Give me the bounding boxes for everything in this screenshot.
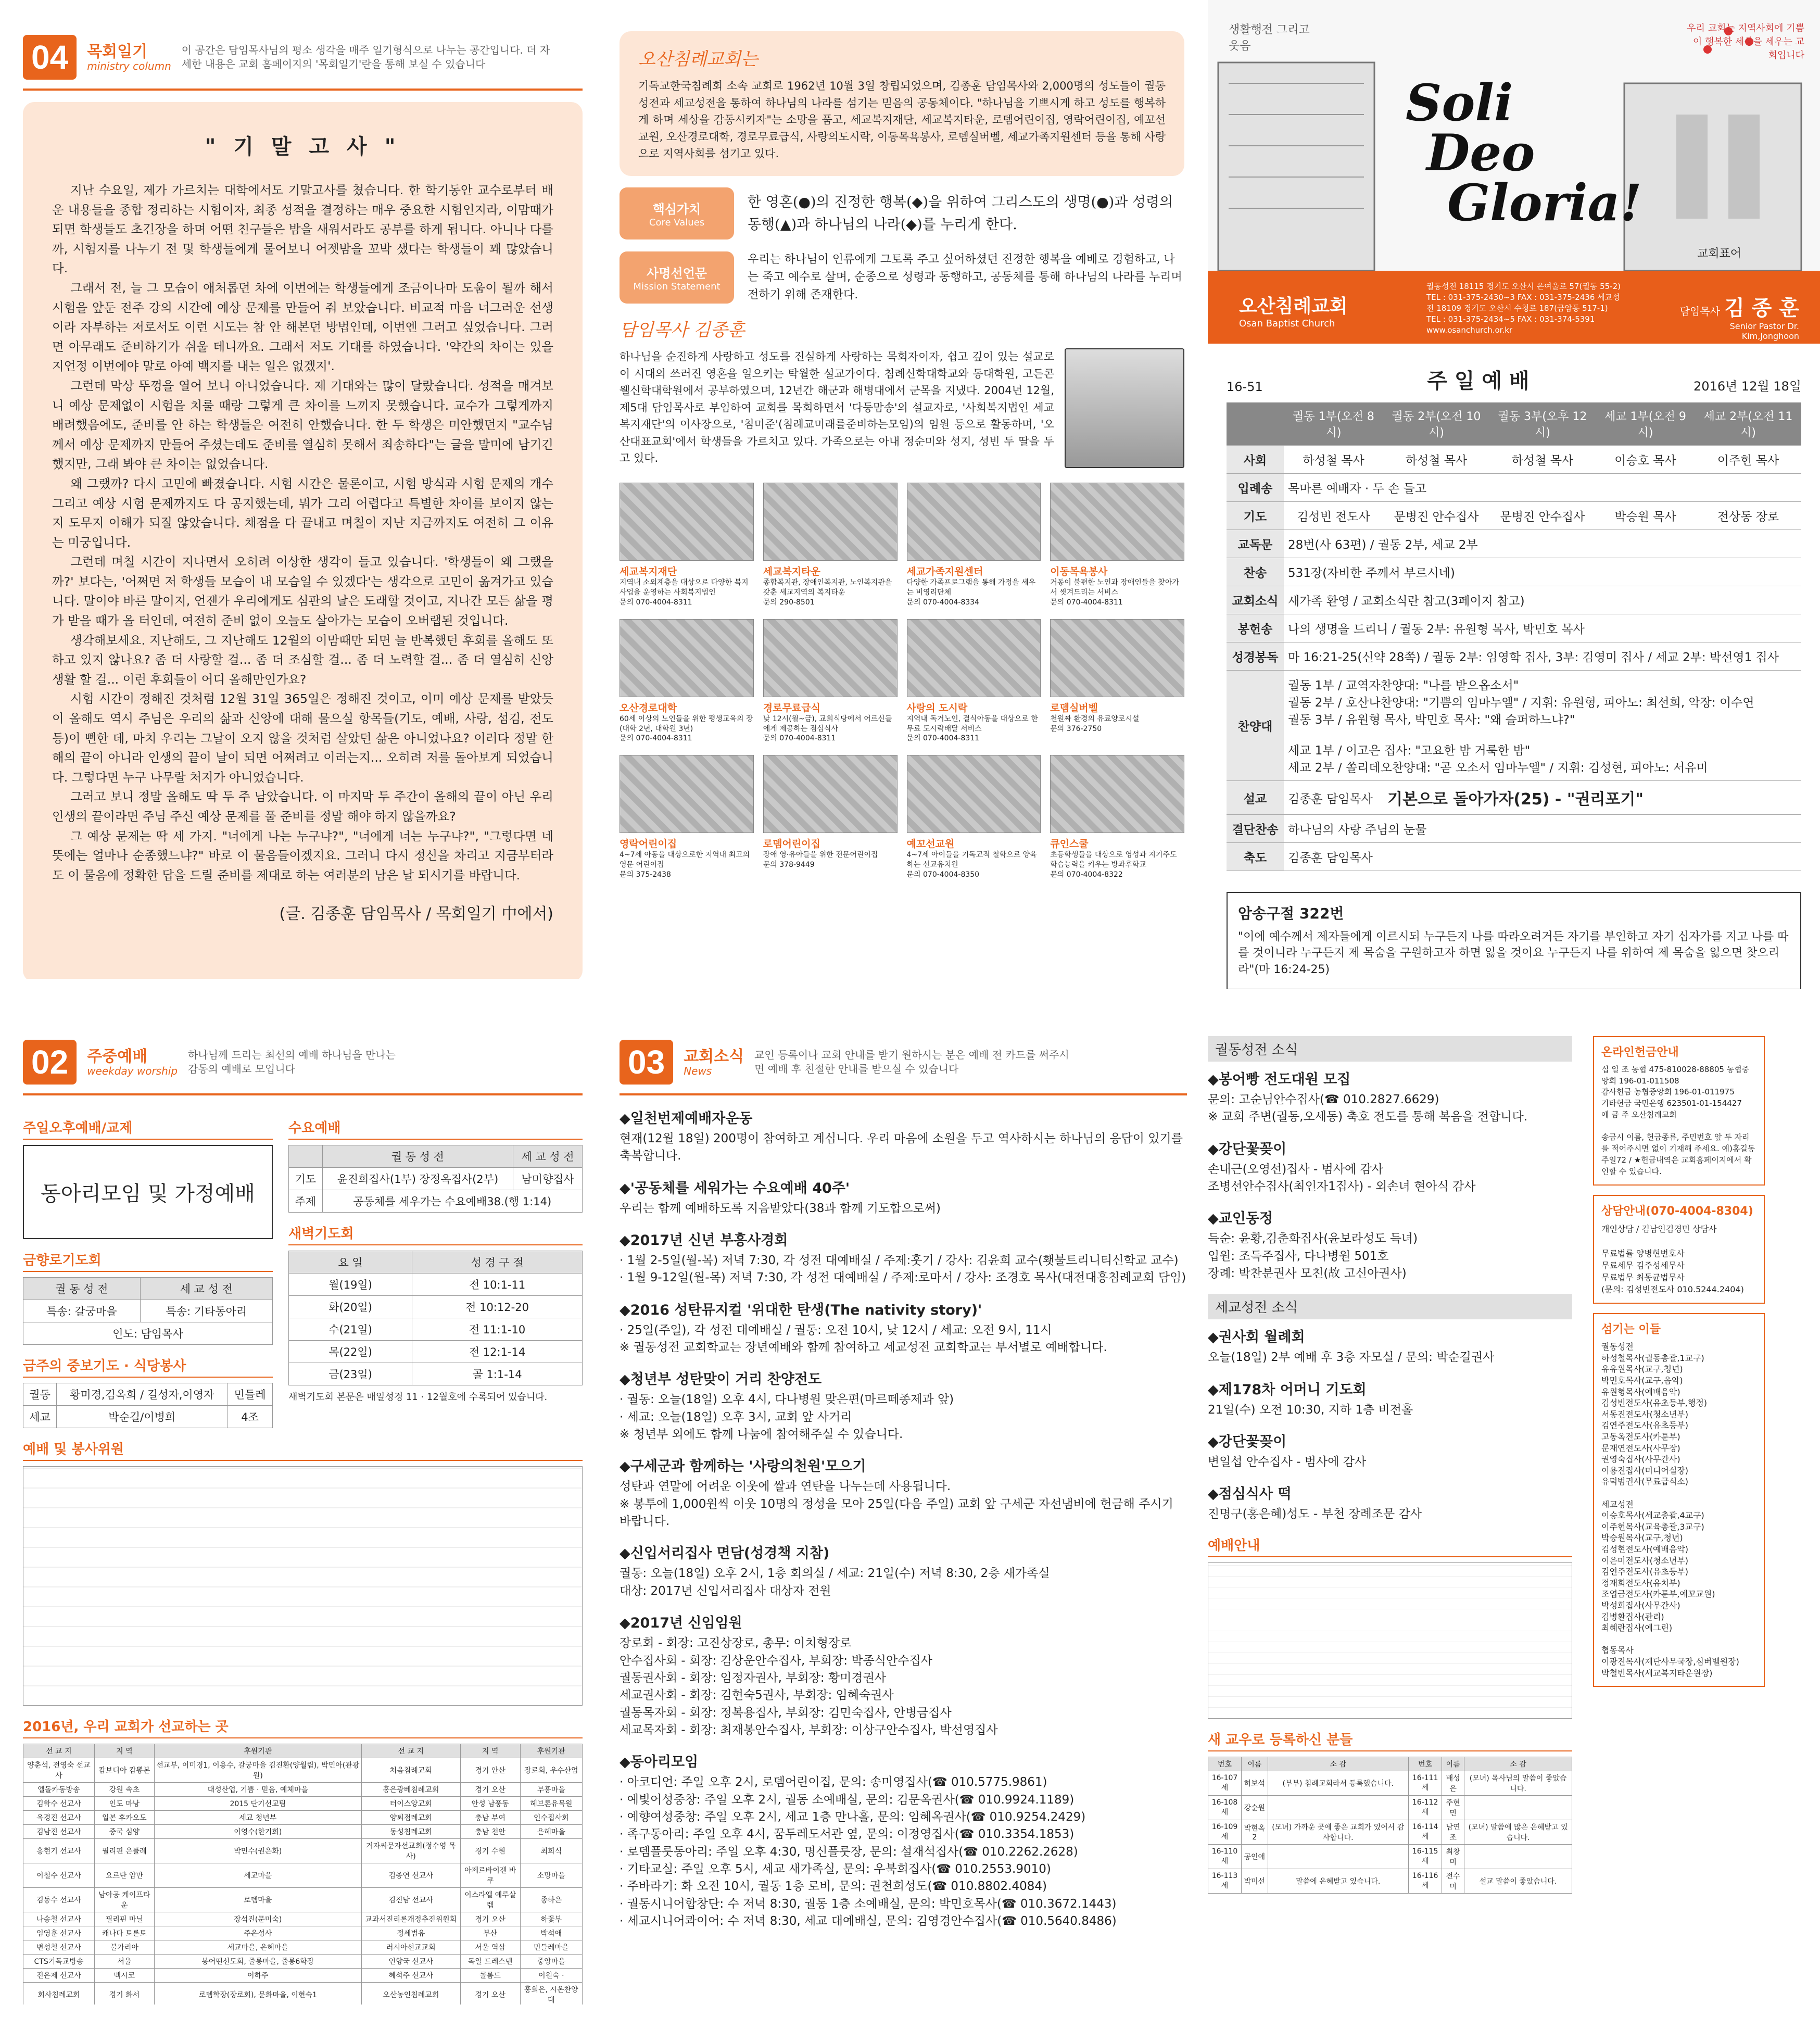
news-title: ◆'공동체를 세워가는 수요예배 40주' xyxy=(620,1180,850,1196)
table-row: 16-107세 허보석 (부부) 침례교회라서 등록했습니다. 16-111세 배성은 (모녀) 목사님의 말씀이 좋았습니다. xyxy=(1208,1771,1572,1795)
paragraph: 그래서 전, 늘 그 모습이 애처롭던 차에 이번에는 학생들에게 조금이나마 도움이 될까 해서 시험을 앞둔 전주 강의 시간에 예상 문제를 만들어 줘 보았습니다. 비교적 마음 너그러운 선생이라 자부하는 저로서도 이런 시도는 참 안 해본던 방법인데, 이번엔 그러고 싶었습니다. 그러면 아무래도 준비하기가 쉬울 테니까요. 그래서 저도 기대를 하였습니다. '약간의 차이는 있을지언정 이번에야 말로 아예 백지를 내는 일은 없겠지'. xyxy=(52,280,553,374)
schedule-table-placeholder xyxy=(1208,1562,1572,1719)
dawn-prayer-table: 요 일 성 경 구 절 월(19일) 전 10:1-11 화(20일) 전 10:12-20 수(21일) 전 11:1-10 목(22일) 전 12:1-14 금(23일) 골 1:1-14 xyxy=(288,1251,583,1385)
column-body xyxy=(52,181,553,885)
news-item xyxy=(1208,1378,1572,1419)
news-title: ◆2017년 신년 부흥사경회 xyxy=(620,1232,788,1249)
news-title: ◆2017년 신임임원 xyxy=(620,1615,742,1632)
news-body: 손내근(오영선)집사 - 범사에 감사 조병선안수집사(최인자1집사) - 외손녀 현아식 감사 xyxy=(1208,1162,1476,1194)
church-name: 오산침례교회 xyxy=(1239,296,1348,317)
worship-row xyxy=(1227,614,1801,642)
row-value: 하나님의 사랑 주님의 눈물 xyxy=(1284,815,1801,843)
online-offering-box: 온라인헌금안내 십 일 조 농협 475-810028-88805 농협중앙회 196-01-011508 감사헌금 농협중앙회 196-01-011975 기타헌금 국민은행 623501-01-154427 예 금 주 오산침례교회 송금시 이름, 헌금종류, 주민번호 앞 두 자리를 적어주시면 없이 기재해 주세요. 예)홍길동주일72 / ★헌금내역은 교회홈페이지에서 확인할 수 있습니다. xyxy=(1593,1036,1765,1186)
pastor-title: 담임목사 김종훈 xyxy=(620,320,745,341)
divider xyxy=(620,1093,1187,1095)
worship-table xyxy=(1227,402,1801,871)
news-list xyxy=(620,1107,1187,1930)
paragraph: 지난 수요일, 제가 가르치는 대학에서도 기말고사를 쳤습니다. 한 학기동안 교수로부터 배운 내용들을 종합 정리하는 시험이자, 최종 성적을 결정하는 매우 중요한 시험인지라, 이맘때가 되면 학생들도 초긴장을 하며 어떤 친구들은 밤을 새워서라도 공부를 하게 됩니다. 아니나 다를까, 시험지를 나누기 전 몇 학생들에게 물어보니 어젯밤을 꼬박 샜다는 학생들이 꽤 많았습니다. xyxy=(52,183,553,276)
news-secondary xyxy=(1208,1036,1572,1942)
ministry-card xyxy=(1050,619,1184,744)
row-value: 하성철 목사 xyxy=(1489,446,1596,474)
friday-prayer-header: 금향로기도회 xyxy=(23,1250,273,1272)
section-header xyxy=(620,1036,1187,1088)
row-label: 설교 xyxy=(1227,781,1284,815)
counsel-box: 상담안내(070-4004-8304) 개인상담 / 김남인김경민 상담사 무료법률 양병현변호사 무료세무 김주성세무사 무료법무 최동균법무사 (문의: 김성빈전도사 010.5244.2404) xyxy=(1593,1195,1765,1304)
ministry-phone: 문의 378-9449 xyxy=(763,861,815,869)
news-body: · 궐동: 오늘(18일) 오후 4시, 다나병원 맞은편(마르떼종제과 앞) · 세교: 오늘(18일) 오후 3시, 교회 앞 사거리 ※ 청년부 외에도 함께 나눔에 참여해주실 수 있습니다. xyxy=(620,1393,954,1442)
table-row: 옥경진 선교사 일본 후카오도 세교 청년부 양퇴점례교회 충남 부여 인수집사회 xyxy=(23,1811,583,1825)
paragraph: 생각해보세요. 지난해도, 그 지난해도 12월의 이맘때만 되면 늘 반복했던 후회를 올해도 또 하고 있지 않나요? 좀 더 사랑할 걸... 좀 더 조심할 걸... 좀 더 노력할 걸... 좀 더 열심히 신앙생활 할 걸... 이런 후회들이 어디 올해만인가요? xyxy=(52,633,553,687)
pastor-text: 하나님을 순진하게 사랑하고 성도를 진실하게 사랑하는 목회자이자, 쉽고 깊이 있는 설교로 이 시대의 쓰러진 영혼을 일으키는 탁월한 설교가이다. 침례신학대학교와 동대학원, 고든콘웰신학대학원에서 공부하였으며, 12년간 해군과 해병대에서 군목을 지냈다. 2004년 12월, 제5대 담임목사로 부임하여 교회를 목회하면서 '다둥맘송'의 설교자로, '사회복지법인 세교복지재단'의 이사장으로, '침미준'(침례교미래를준비하는모임)의 임원 등으로 활동하며, '오산대표교회'에서 학생들을 가르치고 있다. 가족으로는 아내 정순미와 성지, 성빈 두 딸을 두고 있다. xyxy=(620,350,1054,465)
ministry-desc: 천원짜 환경의 유료양로시설 xyxy=(1050,714,1140,723)
row-value: 나의 생명을 드리니 / 궐동 2부: 유원형 목사, 박민호 목사 xyxy=(1284,614,1801,642)
column-header: 궐동 1부(오전 8시) xyxy=(1284,402,1383,446)
worship-row xyxy=(1227,558,1801,586)
ministry-photo xyxy=(907,483,1041,561)
ministry-photo xyxy=(763,483,898,561)
paragraph: 그러고 보니 정말 올해도 딱 두 주 남았습니다. 이 마지막 두 주간이 올해의 끝이 아닌 우리 인생의 끝이라면 주님 주신 예상 문제를 풀 준비를 정말 해야 하지 않을까요? xyxy=(52,789,553,824)
news-title: ◆동아리모임 xyxy=(620,1754,699,1771)
ministry-phone: 문의 070-4004-8311 xyxy=(1050,598,1123,607)
ministry-name: 로뎀실버벨 xyxy=(1050,702,1098,714)
weekday-top xyxy=(23,1107,583,1428)
gwol-news-list xyxy=(1208,1068,1572,1282)
news-main xyxy=(620,1036,1187,1942)
divider xyxy=(23,89,583,91)
ministry-phone: 문의 375-2438 xyxy=(620,871,671,879)
church-name-en: Osan Baptist Church xyxy=(1239,318,1335,329)
worship-row xyxy=(1227,446,1801,474)
paragraph: 왜 그랬까? 다시 고민에 빠졌습니다. 시험 시간은 물론이고, 시험 방식과 시험 문제의 개수 그리고 예상 시험 문제까지도 다 공지했는데, 뭐가 그리 어렵다고 특별한 차이를 보이지 않는 지 도무지 이해가 되질 않았습니다. 채점을 다 끝내고 며칠이 지난 지금까지도 여전히 그 이유는 미궁입니다. xyxy=(52,476,553,550)
news-body: 궐동: 오늘(18일) 오후 2시, 1층 회의실 / 세교: 21일(수) 저녁 8:30, 2층 새가족실 대상: 2017년 신입서리집사 대상자 전원 xyxy=(620,1567,1050,1598)
ministry-desc: 초등학생들을 대상으로 영성과 지기주도 학습능력을 키우는 방과후학교 xyxy=(1050,851,1177,869)
mission-text: 우리는 하나님이 인류에게 그토록 주고 싶어하셨던 진정한 행복을 예배로 경험하고, 나는 죽고 예수로 살며, 순종으로 성령과 동행하고, 공동체를 통해 하나님의 나라를 누리며 전하기 위해 존재한다. xyxy=(748,253,1182,301)
news-title: ◆청년부 성탄맞이 거리 찬양전도 xyxy=(620,1371,822,1388)
row-label: 기도 xyxy=(1227,502,1284,530)
ministry-name: 사랑의 도시락 xyxy=(906,702,968,714)
news-title: ◆일천번제예배자운동 xyxy=(620,1111,753,1127)
wednesday-table: 궐 동 성 전 세 교 성 전 기도 윤진희집사(1부) 장정옥집사(2부) 남미향집사 주제 공동체를 세우가는 수요예배38.(행 1:14) xyxy=(288,1145,583,1213)
ministry-photo xyxy=(620,619,754,697)
news-title: ◆제178차 어머니 기도회 xyxy=(1208,1381,1367,1398)
ministry-desc: 4~7세 아이들을 기독교적 철학으로 양육하는 선교유치원 xyxy=(906,851,1037,869)
worship-header xyxy=(1227,364,1801,394)
ministry-name: 영락어린이집 xyxy=(620,838,677,850)
table-row: 변성철 선교사 불가리아 세교마을, 은혜마을 러시아선교교회 서울 역삼 민들레마을 xyxy=(23,1940,583,1955)
row-value: 김종훈 담임목사 xyxy=(1284,843,1801,871)
row-value: 이주헌 목사 xyxy=(1695,446,1801,474)
table-row: 이철수 선교사 요르단 암만 세교마을 김종연 선교사 아제르바이젠 바쿠 소망마을 xyxy=(23,1863,583,1888)
row-value: 궐동 1부 / 교역자찬양대: "나를 받으옵소서" 궐동 2부 / 호산나찬양대: "기쁨의 임마누엘" / 지휘: 유원형, 피아노: 최선희, 악장: 이수연 궐동 3부 / 유원형 목사, 박민호 목사: "왜 슬퍼하느냐?" 세교 1부 / 이고은 집사: "고요한 밤 거룩한 밤" 세교 2부 / 쏠리데오찬양대: "곧 오소서 임마누엘" / 지휘: 김성현, 피아노: 서유미 xyxy=(1284,671,1801,781)
staff-box: 섬기는 이들 궐동성전 하성철목사(궐동총괄,1교구) 유유원목사(교구,청년) 박민호목사(교구,음악) 유원형목사(예배음악) 김성빈전도사(유초등부,행정) 서동진전도사(청소년부) 김연주전도사(유초등부) 고동옥전도사(카툰부) 문재연전도사(사무장) 권영숙집사(사무간사) 이용진집사(미디어실장) 유덕범권사(무료급식소) 세교성전 이승호목사(세교총괄,4교구) 이주헌목사(교육총괄,3교구) 박승원목사(교구,청년) 김성현전도사(예배음악) 이은미전도사(청소년부) 김연주전도사(유초등부) 정재희전도사(유치부) 조엽금전도사(카툰부,예꼬교원) 박성희집사(사무간사) 김병환집사(관리) 최혜란집사(예그린) 협동목사 이광진목사(제단사무국장,심버벨원장) 박철빈목사(세교복지타운원장) xyxy=(1593,1313,1765,1687)
news-item xyxy=(620,1611,1187,1739)
ministry-phone: 문의 070-4004-8322 xyxy=(1050,871,1123,879)
news-body: 득순: 윤황,김춘화집사(윤보라성도 득녀) 입원: 조득주집사, 다나병원 501호 장례: 박찬분권사 모친(故 고신아권사) xyxy=(1208,1232,1418,1281)
ministry-photo xyxy=(1050,483,1184,561)
table-row: CTS기독교방송 서울 봉어떤선도회, 쥴롱마을, 쥴롱6학장 인향국 선교사 독일 드레스덴 중앙마을 xyxy=(23,1955,583,1969)
ministry-photo xyxy=(907,755,1041,833)
worship-row xyxy=(1227,474,1801,502)
row-label: 교회소식 xyxy=(1227,586,1284,614)
ministry-photo xyxy=(763,755,898,833)
ministry-name: 경로무료급식 xyxy=(763,702,820,714)
mission-header: 2016년, 우리 교회가 선교하는 곳 xyxy=(23,1716,583,1738)
table-row: 16-108세 강순원 16-112세 주현민 xyxy=(1208,1795,1572,1820)
ministry-card xyxy=(907,483,1041,608)
column-box xyxy=(23,102,583,979)
news-body: 진명구(홍은혜)성도 - 부천 장례조문 감사 xyxy=(1208,1507,1422,1521)
ministry-phone: 문의 070-4004-8311 xyxy=(763,734,836,743)
news-item xyxy=(1208,1430,1572,1471)
section-header xyxy=(23,31,583,83)
wednesday-header: 수요예배 xyxy=(288,1117,583,1140)
news-item xyxy=(620,1229,1187,1287)
worship-row xyxy=(1227,530,1801,558)
news-item xyxy=(620,1750,1187,1930)
news-body: 우리는 함께 예배하도록 지음받았다(38과 함께 기도합으로써) xyxy=(620,1201,941,1215)
section-number: 02 xyxy=(23,1040,77,1085)
ministry-card xyxy=(620,755,754,880)
news-title: ◆2016 성탄뮤지컬 '위대한 탄생(The nativity story)' xyxy=(620,1302,982,1318)
service-header: 예배 및 봉사위원 xyxy=(23,1439,583,1461)
section-title: 목회일기 ministry column xyxy=(87,42,171,72)
ministry-name: 로뎀어린이집 xyxy=(763,838,820,850)
motto-label: 교회표어 xyxy=(1697,247,1742,260)
section-description: 하나님께 드리는 최선의 예배 하나님을 만나는 감동의 예배로 모입니다 xyxy=(188,1049,396,1075)
table-row: 수(21일) 전 11:1-10 xyxy=(289,1318,583,1341)
row-label: 성경봉독 xyxy=(1227,642,1284,671)
news-item xyxy=(1208,1326,1572,1366)
mission-table: 선 교 지 지 역 후원기관 선 교 지 지 역 후원기관 양춘석, 전영숙 선교사 캄보디아 캄뽕본 선교부, 이미경1, 이용수, 갈궁마을 김진환(양월림), 박민아(관광원) 처음침례교회 경기 안산 장로회, 우수산업 엘돌카동방송 강원 속초 대성산업, 기쁨 · 믿음, 예체마을 홍은광베침례교회 경기 오산 부흥마을 김학수 선교사 인도 마낭 2015 단기선교팀 터이스앙교회 안성 남풍동 헤브론유목원 옥경진 선교사 일본 후카오도 세교 청년부 양퇴점례교회 충남 부여 인수집사회 김남진 선교사 중국 심양 이영수(한기희) 동성침례교회 충남 천안 은혜마을 홍현기 선교사 필리핀 은플레 박민수(권은화) 거자씨문자선교회(정수영 목사) 경기 수원 최희식 이철수 선교사 요르단 암만 세교마을 김종연 선교사 아제르바이젠 바쿠 소망마을 김동수 선교사 남아공 케이프타운 로뎀마을 김진남 선교사 이스라엘 예루살렘 종하은 나송철 선교사 필리핀 마닐 장석진(문미숙) 교과서진리론개정추진위원회 경기 오산 하꽃부 임영훈 선교사 캐나다 토론토 주은성사 정세범유 부산 박석애 변성철 선교사 불가리아 세교마을, 은혜마을 러시아선교교회 서울 역삼 민들레마을 CTS기독교방송 서울 봉어떤선도회, 쥴롱마을, 쥴롱6학장 인향국 선교사 독일 드레스덴 중앙마을 진은제 선교사 멕시코 이하주 혜석주 선교사 콜롬드 이원숙 · 회사침례교회 경기 화서 로뎀학장(장로회), 문화마을, 이현숙1 오산농인침례교회 경기 오산 홍희은, 시온찬양대 xyxy=(23,1744,583,2005)
ministry-desc: 거동이 불편한 노인과 장애인들을 찾아가서 씻겨드리는 서비스 xyxy=(1050,578,1179,597)
cover-title: Soli Deo Gloria! xyxy=(1406,73,1642,232)
dawn-prayer-header: 새벽기도회 xyxy=(288,1223,583,1245)
table-row: 16-113세 박미선 말씀에 은혜받고 있습니다. 16-116세 전수미 설교 말씀이 좋았습니다. xyxy=(1208,1869,1572,1893)
row-label: 축도 xyxy=(1227,843,1284,871)
ministry-desc: 4~7세 아동을 대상으로한 지역내 최고의 영문 어린이집 xyxy=(620,851,750,869)
ministry-name: 세교복지재단 xyxy=(620,566,677,578)
news-body: 변일섭 안수집사 - 범사에 감사 xyxy=(1208,1455,1367,1469)
section-title: 교회소식 News xyxy=(684,1047,744,1077)
ministry-card xyxy=(763,483,898,608)
table-row: 엘돌카동방송 강원 속초 대성산업, 기쁨 · 믿음, 예체마을 홍은광베침례교회 경기 오산 부흥마을 xyxy=(23,1783,583,1797)
ministry-card xyxy=(1050,483,1184,608)
row-value: 마 16:21-25(신약 28쪽) / 궐동 2부: 임영학 집사, 3부: 김영미 집사 / 세교 2부: 박선영1 집사 xyxy=(1284,642,1801,671)
divider xyxy=(23,1093,583,1095)
news-title: ◆교인동정 xyxy=(1208,1211,1273,1227)
news-title: ◆봉어빵 전도대원 모집 xyxy=(1208,1071,1351,1088)
pastor-intro xyxy=(620,348,1184,468)
ministry-name: 오산경로대학 xyxy=(620,702,677,714)
church-logo xyxy=(1239,292,1348,329)
seygyo-news-list xyxy=(1208,1326,1572,1523)
core-values-label: 핵심가치 Core Values xyxy=(620,187,734,239)
worship-row xyxy=(1227,671,1801,781)
news-body: 장로회 - 회장: 고진상장로, 총무: 이치형장로 안수집사회 - 회장: 김상운안수집사, 부회장: 박종식안수집사 궐동권사회 - 회장: 임정자권사, 부회장: 황미경권사 세교권사회 - 회장: 김현숙5권사, 부회장: 임혜숙권사 궐동목자회 - 회장: 정복용집사, 부회장: 김민숙집사, 안병금집사 세교목자회 - 회장: 최재봉안수집사, 부회장: 이상구안수집사, 박선영집사 xyxy=(620,1636,998,1737)
column-signature: (글. 김종훈 담임목사 / 목회일기 中에서) xyxy=(279,905,553,924)
news-item xyxy=(620,1299,1187,1357)
row-value: 박승원 목사 xyxy=(1596,502,1695,530)
ministry-desc: 낮 12시(월~금), 교회식당에서 어르신들에게 제공하는 점심식사 xyxy=(763,714,892,733)
table-row: 목(22일) 전 12:1-14 xyxy=(289,1341,583,1363)
paragraph: 그 예상 문제는 딱 세 가지. "너에게 나는 누구냐?", "너에게 너는 누구냐?", "그렇다면 네 뜻에는 얼마나 순종했느냐?" 바로 이 물음들이겠지요. 그러니 다시 정신을 차리고 지금부터라도 이 물음에 정확한 답을 드릴 준비를 제대로 하는 여러분의 남은 날 되시기를 바랍니다. xyxy=(52,828,553,883)
news-body: 21일(수) 오전 10:30, 지하 1층 비전홀 xyxy=(1208,1403,1413,1417)
ministry-desc: 60세 이상의 노인들을 위한 평생교육의 장(대학 2년, 대학원 3년) xyxy=(620,714,753,733)
mission-statement xyxy=(620,251,1184,304)
row-value: 문병진 안수집사 xyxy=(1489,502,1596,530)
sunday-pm-header: 주일오후예배/교제 xyxy=(23,1117,273,1140)
ministry-photo xyxy=(1050,755,1184,833)
news-body: 문의: 고순님안수집사(☎ 010.2827.6629) ※ 교회 주변(궐동,오세동) 축호 전도를 통해 복음을 전합니다. xyxy=(1208,1093,1528,1124)
row-value: 전상동 장로 xyxy=(1695,502,1801,530)
worship-date: 2016년 12월 18일 xyxy=(1693,379,1801,394)
row-label: 교독문 xyxy=(1227,530,1284,558)
cover-subtitle: 생활행전 그리고 웃음 xyxy=(1229,23,1310,53)
news-title: ◆점심식사 떡 xyxy=(1208,1486,1292,1503)
ministry-desc: 장애 영·유아들을 위한 전문어린이집 xyxy=(763,851,878,860)
ministry-photo xyxy=(620,483,754,561)
ministry-name: 세교복지타운 xyxy=(763,566,820,578)
news-title: ◆강단꽃꽂이 xyxy=(1208,1141,1287,1157)
ministry-phone: 문의 290-8501 xyxy=(763,598,815,607)
ministry-card xyxy=(1050,755,1184,880)
church-address: 궐동성전 18115 경기도 오산시 은여울로 57(궐동 55-2) TEL : 031-375-2430~3 FAX : 031-375-2436 세교성전 18109 경기도 오산시 수청로 187(금암동 517-1) TEL : 031-375-2434~5 FAX : 031-374-5391 www.osanchurch.or.kr xyxy=(1426,282,1621,335)
worship-row xyxy=(1227,642,1801,671)
core-values-text: 한 영혼(●)의 진정한 행복(◆)을 위하여 그리스도의 생명(●)과 성령의 동행(▲)과 하나님의 나라(◆)를 누리게 한다. xyxy=(748,194,1173,233)
ministry-phone: 문의 070-4004-8334 xyxy=(906,598,980,607)
section-number: 03 xyxy=(620,1040,673,1085)
news-body: · 25일(주일), 각 성전 대예배실 / 궐동: 오전 10시, 낮 12시 / 세교: 오전 9시, 11시 ※ 궐동성전 교회학교는 장년예배와 함께 참여하고 세교성전 교회학교는 부서별로 예배합니다. xyxy=(620,1323,1107,1355)
table-row: 나송철 선교사 필리핀 마닐 장석진(문미숙) 교과서진리론개정추진위원회 경기 오산 하꽃부 xyxy=(23,1912,583,1926)
cover xyxy=(1208,0,1820,344)
row-value: 김성빈 전도사 xyxy=(1284,502,1383,530)
ministry-card xyxy=(907,755,1041,880)
news-body: 성탄과 연말에 어려운 이웃에 쌀과 연탄을 나누는데 사용됩니다. ※ 봉투에 1,000원씩 이웃 10명의 정성을 모아 25일(다음 주일) 교회 앞 구세군 자선냄비에 헌금해 주시기 바랍니다. xyxy=(620,1480,1173,1529)
news-body: 오늘(18일) 2부 예배 후 3층 자모실 / 문의: 박순길권사 xyxy=(1208,1351,1495,1365)
news-body: · 1월 2-5일(월-목) 저녁 7:30, 각 성전 대예배실 / 주제:훗기 / 강사: 김윤희 교수(횃불트리니티신학교 교수) · 1월 9-12일(월-목) 저녁 7:30, 각 성전 대예배실 / 주제:로마서 / 강사: 조경호 목사(대전대흥침례교회 담임) xyxy=(620,1254,1186,1285)
paragraph: 그런데 며칠 시간이 지나면서 오히려 이상한 생각이 들고 있습니다. '학생들이 왜 그랬을까?' 보다는, '어쩌면 저 학생들 모습이 내 모습일 수 있겠다'는 생각으로 고민이 옮겨가고 있습니다. 말이야 바른 말이지, 언젠가 우리에게도 심판의 날은 도래할 것이고, 지나간 모든 삶을 평가 받을 때가 올 터인데, 여전히 준비 없이 오늘도 살아가는 모습이 오버랩된 것입니다. xyxy=(52,554,553,628)
news-body: · 아코디언: 주일 오후 2시, 로뎀어린이집, 문의: 송미영집사(☎ 010.5775.9861) · 예빛어성중창: 주일 오후 2시, 궐동 소예배실, 문의: 김문옥권사(☎ 010.9924.1189) · 예향여성중창: 주일 오후 2시, 세교 1층 만나홀, 문의: 임혜옥권사(☎ 010.9254.2429) · 족구동아리: 주일 오후 4시, 꿈두레도서관 옆, 문의: 이정영집사(☎ 010.3354.1853) · 로뎀플룻동아리: 주일 오후 4:30, 명신플룻장, 문의: 설재석집사(☎ 010.2262.2628) · 기타교실: 주일 오후 5시, 세교 새가족실, 문의: 우북희집사(☎ 010.2553.9010) · 주바라기: 화 오전 10시, 궐동 1층 로비, 문의: 권천희성도(☎ 010.8802.4084) · 궐동시니어합창단: 수 저녁 8:30, 궐동 1층 소예배실, 문의: 박민호목사(☎ 010.3672.1443) · 세교시니어콰이어: 수 저녁 8:30, 세교 대예배실, 문의: 김영경안수집사(☎ 010.5640.8486) xyxy=(620,1775,1117,1928)
news-body: 현재(12월 18일) 200명이 참여하고 계십니다. 우리 마음에 소원을 두고 역사하시는 하나님의 응답이 있기를 축복합니다. xyxy=(620,1132,1183,1163)
ministry-card xyxy=(620,619,754,744)
ministry-phone: 문의 376-2750 xyxy=(1050,724,1102,733)
ministry-desc: 지역내 독거노인, 결식아동을 대상으로 한 무료 도시락배달 서비스 xyxy=(906,714,1038,733)
row-value: 하성철 목사 xyxy=(1284,446,1383,474)
section-header xyxy=(23,1036,583,1088)
row-value: 28번(사 63편) / 궐동 2부, 세교 2부 xyxy=(1284,530,1801,558)
section-number: 04 xyxy=(23,35,77,80)
table-row: 회사침례교회 경기 화서 로뎀학장(장로회), 문화마을, 이현숙1 오산농인침례교회 경기 오산 홍희은, 시온찬양대 xyxy=(23,1983,583,2005)
senior-pastor: 담임목사 김 종 훈 Senior Pastor Dr. Kim,Jonghoon xyxy=(1679,296,1799,341)
weekday-right xyxy=(288,1107,583,1428)
ministry-grid xyxy=(620,483,1184,880)
ministry-name: 큐인스쿨 xyxy=(1050,838,1089,850)
news-layout xyxy=(620,1036,1806,1942)
sermon-title: 기본으로 돌아가자(25) - "권리포기" xyxy=(1383,781,1801,815)
row-label: 찬송 xyxy=(1227,558,1284,586)
column-header: 세교 1부(오전 9시) xyxy=(1596,402,1695,446)
newcomer-header: 새 교우로 등록하신 분들 xyxy=(1208,1729,1572,1751)
table-row: 김남진 선교사 중국 심양 이영수(한기희) 동성침례교회 충남 천안 은혜마을 xyxy=(23,1825,583,1839)
column-title: " 기 말 고 사 " xyxy=(205,135,401,159)
ministry-card xyxy=(763,755,898,880)
ministry-phone: 문의 070-4004-8350 xyxy=(906,871,980,879)
news-item xyxy=(620,1177,1187,1217)
news-panel xyxy=(620,1036,1806,2005)
ministry-photo xyxy=(1050,619,1184,697)
table-row: 월(19일) 전 10:1-11 xyxy=(289,1274,583,1296)
ministry-phone: 문의 070-4004-8311 xyxy=(620,598,692,607)
cover-slogan: 우리 교회는 지역사회에 기쁨이 행복한 세상을 세우는 교회입니다 xyxy=(1687,23,1804,61)
news-item xyxy=(620,1455,1187,1530)
table-row: 김학수 선교사 인도 마낭 2015 단기선교팀 터이스앙교회 안성 남풍동 헤브론유목원 xyxy=(23,1797,583,1811)
row-value: 531장(자비한 주께서 부르시네) xyxy=(1284,558,1801,586)
ministry-name: 세교가족지원센터 xyxy=(906,566,983,578)
ministry-name: 이동목욕봉사 xyxy=(1050,566,1108,578)
column-header: 궐동 3부(오후 12시) xyxy=(1489,402,1596,446)
ministry-desc: 다양한 가족프로그램을 통해 가정을 세우는 비영리단체 xyxy=(906,578,1036,597)
worship-row xyxy=(1227,781,1801,815)
column-header: 궐동 2부(오전 10시) xyxy=(1383,402,1489,446)
news-item xyxy=(1208,1207,1572,1282)
pastor-photo xyxy=(1065,348,1184,468)
table-row: 홍현기 선교사 필리핀 은플레 박민수(권은화) 거자씨문자선교회(정수영 목사) 경기 수원 최희식 xyxy=(23,1839,583,1863)
news-sidebar xyxy=(1593,1036,1765,1942)
news-item xyxy=(1208,1482,1572,1523)
cover-panel xyxy=(1208,0,1820,989)
worship-row xyxy=(1227,502,1801,530)
worship-row xyxy=(1227,586,1801,614)
section-description: 교인 등록이나 교회 안내를 받기 원하시는 분은 예배 전 카드를 써주시면 예배 후 친절한 안내를 받으실 수 있습니다 xyxy=(754,1049,1069,1075)
row-value: 새가족 환영 / 교회소식란 참고(3페이지 참고) xyxy=(1284,586,1801,614)
ministry-card xyxy=(763,619,898,744)
church-intro-box xyxy=(620,31,1184,176)
weekday-panel xyxy=(23,1036,583,2005)
ministry-card xyxy=(620,483,754,608)
church-intro-title: 오산침례교회는 xyxy=(638,49,758,70)
intercession-header: 금주의 중보기도 · 식당봉사 xyxy=(23,1355,273,1378)
core-values xyxy=(620,187,1184,239)
ministry-desc: 지역내 소외계층을 대상으로 다양한 복지사업을 운영하는 사회복지법인 xyxy=(620,578,749,597)
news-item xyxy=(1208,1138,1572,1196)
section-title: 주중예배 weekday worship xyxy=(87,1047,178,1077)
row-value: 김종훈 담임목사 xyxy=(1284,781,1383,815)
news-title: ◆권사회 월례회 xyxy=(1208,1329,1305,1346)
table-row: 임영훈 선교사 캐나다 토론토 주은성사 정세범유 부산 박석애 xyxy=(23,1926,583,1940)
church-intro-panel xyxy=(620,31,1184,979)
column-panel xyxy=(23,31,583,979)
news-item xyxy=(620,1107,1187,1165)
paragraph: 그런데 막상 뚜껑을 열어 보니 아니었습니다. 제 기대와는 많이 달랐습니다. 성적을 매겨보니 예상 문제없이 시험을 치룰 때랑 그렇게 큰 차이를 느끼지 못했습니다. 교수가 그렇게까지 배려했음에도, 준비를 안 하는 학생들은 여전히 안했습니다. 한 두 학생은 미안했던지 "교수님께서 예상 문제까지 만들어 주셨는데도 준비를 열심히 못해서 죄송하다"는 글을 말미에 남기긴 했지만, 그래 봐야 큰 차이는 없었습니다. xyxy=(52,378,553,472)
memory-verse-text: "이에 예수께서 제자들에게 이르시되 누구든지 나를 따라오려거든 자기를 부인하고 자기 십자가를 지고 나를 따를 것이니라 누구든지 제 목숨을 구원하고자 하면 잃을 것이요 누구든지 나를 위하여 제 목숨을 잃으면 찾으리라"(마 16:24-25) xyxy=(1238,930,1789,977)
seygyo-news-header: 세교성전 소식 xyxy=(1208,1294,1572,1319)
row-label: 입례송 xyxy=(1227,474,1284,502)
worship-order xyxy=(1208,344,1820,989)
church-intro-text: 기독교한국침례회 소속 교회로 1962년 10월 3일 창립되었으며, 김종훈 담임목사와 2,000명의 성도들이 궐동성전과 세교성전을 통하여 하나님의 나라를 섬기는 믿음의 공동체이다. "하나님을 기쁘시게 하고 성도를 행복하게 하며 세상을 감동시키자"는 소망을 품고, 세교복지재단, 세교복지타운, 로뎀어린이집, 영락어린이집, 예꼬선교원, 오산경로대학, 경로무료급식, 사랑의도시락, 이동목욕봉사, 로뎀실버벨, 세교가족지원센터 등을 통해 사랑으로 지역사회를 섬기고 있다. xyxy=(638,80,1166,160)
sunday-pm-box: 동아리모임 및 가정예배 xyxy=(23,1145,273,1239)
table-row: 16-109세 박현옥2 (모녀) 가까운 곳에 좋은 교회가 있어서 감사합니다. 16-114세 남연조 (모녀) 말씀에 많은 은혜받고 있습니다. xyxy=(1208,1820,1572,1844)
column-header: 세교 2부(오전 11시) xyxy=(1695,402,1801,446)
worship-row xyxy=(1227,815,1801,843)
table-row: 김동수 선교사 남아공 케이프타운 로뎀마을 김진남 선교사 이스라엘 예루살렘 종하은 xyxy=(23,1888,583,1912)
ministry-photo xyxy=(620,755,754,833)
news-title: ◆강단꽃꽂이 xyxy=(1208,1434,1287,1451)
table-row: 16-110세 공인애 16-115세 최창미 xyxy=(1208,1844,1572,1869)
dawn-prayer-note: 새벽기도회 본문은 매일성경 11 · 12월호에 수록되어 있습니다. xyxy=(288,1392,548,1403)
ministry-name: 예꼬선교원 xyxy=(906,838,955,850)
row-value: 목마른 예배자 · 두 손 들고 xyxy=(1284,474,1801,502)
news-title: ◆신입서리집사 면담(성경책 지참) xyxy=(620,1545,830,1562)
row-label: 사회 xyxy=(1227,446,1284,474)
issue-number: 16-51 xyxy=(1227,380,1263,394)
section-description: 이 공간은 담임목사님의 평소 생각을 매주 일기형식으로 나누는 공간입니다. 더 자세한 내용은 교회 홈페이지의 '목회일기'란을 통해 보실 수 있습니다 xyxy=(181,44,550,70)
news-item xyxy=(620,1368,1187,1443)
memory-verse xyxy=(1227,892,1801,989)
ministry-photo xyxy=(763,619,898,697)
table-row: 양춘석, 전영숙 선교사 캄보디아 캄뽕본 선교부, 이미경1, 이용수, 갈궁마을 김진환(양월림), 박민아(관광원) 처음침례교회 경기 안산 장로회, 우수산업 xyxy=(23,1758,583,1783)
intercession-table: 궐동 황미경,김옥희 / 길성자,이영자 민들레 세교 박순길/이병희 4조 xyxy=(23,1383,273,1428)
weekday-left xyxy=(23,1107,273,1428)
friday-prayer-table: 궐 동 성 전 세 교 성 전 특송: 갈궁마을 특송: 기타동아리 인도: 담임목사 xyxy=(23,1277,273,1345)
row-label: 찬양대 xyxy=(1227,671,1284,781)
ministry-phone: 문의 070-4004-8311 xyxy=(906,734,980,743)
mission-label: 사명선언문 Mission Statement xyxy=(620,251,734,304)
news-item xyxy=(620,1542,1187,1600)
gwol-news-header: 궐동성전 소식 xyxy=(1208,1036,1572,1062)
row-value: 문병진 안수집사 xyxy=(1383,502,1489,530)
schedule-header: 예배안내 xyxy=(1208,1535,1572,1557)
worship-table-header xyxy=(1227,402,1801,446)
row-label: 봉헌송 xyxy=(1227,614,1284,642)
row-label: 결단찬송 xyxy=(1227,815,1284,843)
ministry-card xyxy=(907,619,1041,744)
ministry-phone: 문의 070-4004-8311 xyxy=(620,734,692,743)
news-item xyxy=(1208,1068,1572,1126)
ministry-photo xyxy=(907,619,1041,697)
table-row: 금(23일) 골 1:1-14 xyxy=(289,1363,583,1385)
memory-verse-title: 암송구절 322번 xyxy=(1238,905,1344,922)
table-row: 화(20일) 전 10:12-20 xyxy=(289,1296,583,1318)
row-value: 하성철 목사 xyxy=(1383,446,1489,474)
service-table-placeholder xyxy=(23,1466,583,1706)
row-value: 이승호 목사 xyxy=(1596,446,1695,474)
paragraph: 시험 시간이 정해진 것처럼 12월 31일 365일은 정해진 것이고, 이미 예상 문제를 받았듯이 올해도 역시 주님은 우리의 삶과 신앙에 대해 물으실 항목들(기도, 예배, 사랑, 섬김, 전도 등)이 뻔한 데, 마치 우리는 그날이 오지 않을 것처럼 살았던 삶은 아니었나요? 이러다 정말 한 해의 끝이 아니라 인생의 끝이 날이 되면 어쩌려고 이러는지... 오히려 저를 돌아보게 되었습니다. 그렇다면 누구 나무랄 처지가 아니었습니다. xyxy=(52,691,553,785)
newcomer-table: 번호 이름 소 감 번호 이름 소 감 16-107세 허보석 (부부) 침례교회라서 등록했습니다. 16-111세 배성은 (모녀) 목사님의 말씀이 좋았습니다. 16-108세 강순원 16-112세 주현민 16-109세 박현옥2 (모녀) 가까운 곳에 좋은 교회가 있어서 감사합니다. 16-114세 남연조 (모녀) 말씀에 많은 은혜받고 있습니다. 16-110세 공인애 16-115세 최창미 16-113세 박미선 말씀에 은혜받고 있습니다. 16-116세 전수미 설교 말씀이 좋았습니다. xyxy=(1208,1757,1572,1894)
worship-row xyxy=(1227,843,1801,871)
ministry-desc: 종합복지관, 장애인복지관, 노인복지관을 갖춘 세교지역의 복지타운 xyxy=(763,578,892,597)
table-row: 진은제 선교사 멕시코 이하주 혜석주 선교사 콜롬드 이원숙 · xyxy=(23,1969,583,1983)
worship-title: 주 일 예 배 xyxy=(1427,369,1530,393)
news-title: ◆구세군과 함께하는 '사랑의천원'모으기 xyxy=(620,1458,866,1475)
